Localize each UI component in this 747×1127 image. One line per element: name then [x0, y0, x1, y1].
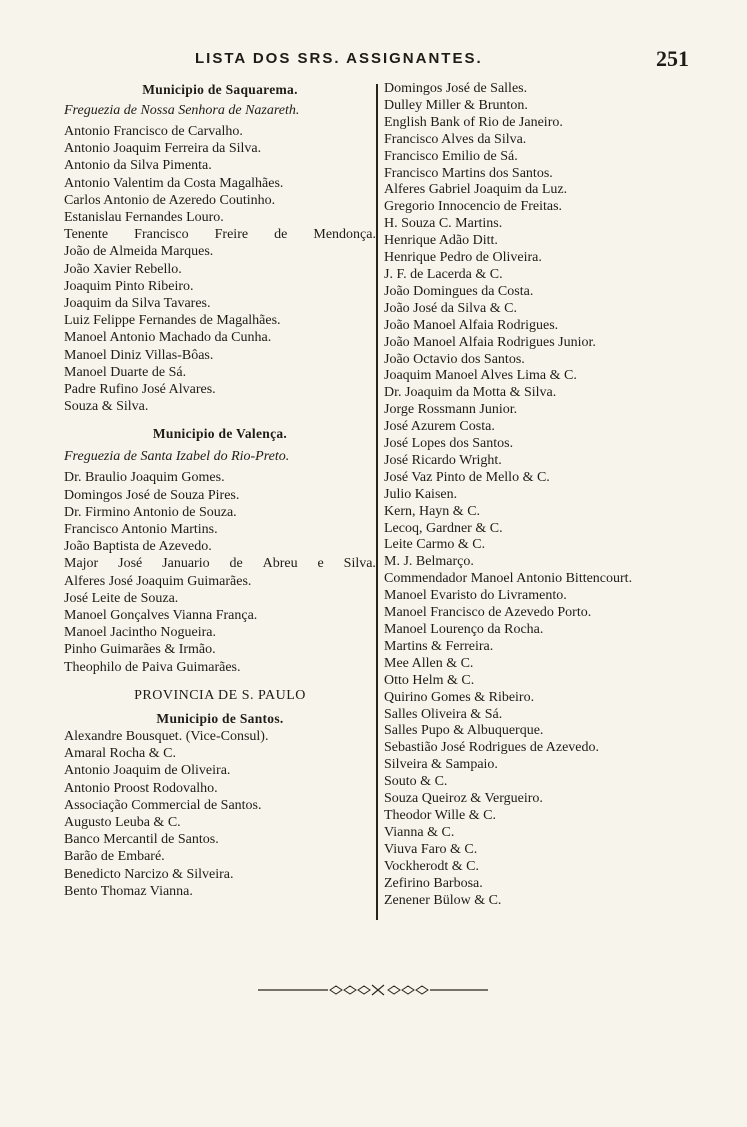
page-number: 251 — [656, 46, 689, 71]
subscriber-entry: Salles Pupo & Albuquerque. — [384, 723, 544, 739]
subscriber-entry: Manoel Gonçalves Vianna França. — [64, 608, 258, 624]
subscriber-entry: João Xavier Rebello. — [64, 261, 182, 277]
subscriber-entry: Bento Thomaz Vianna. — [64, 883, 193, 899]
subscriber-entry: Joaquim Pinto Ribeiro. — [64, 278, 194, 294]
subscriber-entry: João Manoel Alfaia Rodrigues. — [384, 317, 559, 333]
subscriber-entry: Manoel Diniz Villas-Bôas. — [64, 347, 214, 363]
left-column — [64, 81, 376, 900]
subscriber-entry: Souto & C. — [384, 774, 448, 790]
subscriber-list-saquarema — [64, 123, 376, 415]
subscriber-entry: Lecoq, Gardner & C. — [384, 520, 503, 536]
subscriber-entry: Dr. Joaquim da Motta & Silva. — [384, 385, 557, 401]
subscriber-entry: Joaquim da Silva Tavares. — [64, 296, 211, 312]
subscriber-entry: Sebastião José Rodrigues de Azevedo. — [384, 740, 600, 756]
subscriber-entry: Julio Kaisen. — [384, 486, 458, 502]
subscriber-entry: Martins & Ferreira. — [384, 638, 494, 654]
subscriber-entry: Francisco Emilio de Sá. — [384, 148, 518, 164]
subscriber-entry: Vockherodt & C. — [384, 858, 480, 874]
subscriber-entry: J. F. de Lacerda & C. — [384, 266, 503, 282]
subscriber-entry: Carlos Antonio de Azeredo Coutinho. — [64, 192, 276, 208]
subscriber-entry: Dulley Miller & Brunton. — [384, 97, 528, 113]
subscriber-entry: Manoel Duarte de Sá. — [64, 364, 187, 380]
subscriber-entry: João Domingues da Costa. — [384, 283, 534, 299]
subscriber-entry: Luiz Felippe Fernandes de Magalhães. — [64, 313, 281, 329]
subscriber-entry: José Azurem Costa. — [384, 419, 495, 435]
subscriber-entry: Francisco Antonio Martins. — [64, 522, 218, 538]
subscriber-entry: Pinho Guimarães & Irmão. — [64, 642, 216, 658]
subscriber-entry: Leite Carmo & C. — [384, 537, 486, 553]
subscriber-entry: Banco Mercantil de Santos. — [64, 832, 219, 848]
subscriber-entry: Quirino Gomes & Ribeiro. — [384, 689, 535, 705]
subscriber-entry: Antonio Proost Rodovalho. — [64, 780, 218, 796]
running-head: LISTA DOS SRS. ASSIGNANTES. — [195, 50, 483, 67]
subscriber-entry: Francisco Martins dos Santos. — [384, 165, 553, 181]
subscriber-entry: Francisco Alves da Silva. — [384, 131, 527, 147]
subscriber-entry: Padre Rufino José Alvares. — [64, 382, 216, 398]
subscriber-entry: Silveira & Sampaio. — [384, 757, 498, 773]
subscriber-entry: Antonio da Silva Pimenta. — [64, 158, 212, 174]
subscriber-entry: Manoel Antonio Machado da Cunha. — [64, 330, 272, 346]
subscriber-entry: Viuva Faro & C. — [384, 841, 478, 857]
subscriber-entry: Souza Queiroz & Vergueiro. — [384, 791, 543, 807]
subscriber-entry: Manoel Evaristo do Livramento. — [384, 588, 567, 604]
subscriber-entry: Tenente Francisco Freire de Mendonça. — [64, 227, 376, 243]
subscriber-entry: Antonio Valentim da Costa Magalhães. — [64, 175, 284, 191]
column-divider — [376, 84, 378, 920]
subscriber-entry: Manoel Francisco de Azevedo Porto. — [384, 605, 592, 621]
subscriber-entry: Vianna & C. — [384, 824, 455, 840]
subscriber-entry: Amaral Rocha & C. — [64, 746, 176, 762]
subscriber-entry: Zenener Bülow & C. — [384, 892, 502, 908]
subscriber-entry: Theodor Wille & C. — [384, 807, 496, 823]
subscriber-entry: Dr. Firmino Antonio de Souza. — [64, 504, 237, 520]
subscriber-entry: Zefirino Barbosa. — [384, 875, 483, 891]
parish-heading-rio-preto: Freguezia de Santa Izabel do Rio-Preto. — [64, 449, 290, 465]
subscriber-entry: João de Almeida Marques. — [64, 244, 214, 260]
subscriber-entry: Kern, Hayn & C. — [384, 503, 481, 519]
subscriber-entry: Augusto Leuba & C. — [64, 814, 181, 830]
subscriber-entry: João Manoel Alfaia Rodrigues Junior. — [384, 334, 596, 350]
subscriber-entry: João Octavio dos Santos. — [384, 351, 525, 367]
subscriber-entry: Jorge Rossmann Junior. — [384, 402, 518, 418]
subscriber-entry: Henrique Adão Ditt. — [384, 233, 498, 249]
subscriber-entry: M. J. Belmarço. — [384, 554, 474, 570]
subscriber-entry: Manoel Lourenço da Rocha. — [384, 622, 544, 637]
subscriber-entry: Henrique Pedro de Oliveira. — [384, 250, 542, 266]
subscriber-entry: Gregorio Innocencio de Freitas. — [384, 199, 563, 215]
province-heading: PROVINCIA DE S. PAULO — [134, 687, 306, 703]
subscriber-entry: Theophilo de Paiva Guimarães. — [64, 659, 241, 675]
section-heading-valenca: Municipio de Valença. — [152, 426, 288, 442]
subscriber-entry: Alferes Gabriel Joaquim da Luz. — [384, 182, 568, 198]
subscriber-entry: Otto Helm & C. — [384, 672, 475, 688]
subscriber-entry: English Bank of Rio de Janeiro. — [384, 114, 563, 130]
subscriber-entry: Antonio Francisco de Carvalho. — [64, 124, 243, 139]
parish-heading-nazareth: Freguezia de Nossa Senhora de Nazareth. — [64, 103, 300, 118]
subscriber-entry: João José da Silva & C. — [384, 300, 517, 316]
subscriber-list-santos — [64, 728, 376, 900]
subscriber-entry: José Ricardo Wright. — [384, 452, 502, 468]
subscriber-entry: Salles Oliveira & Sá. — [384, 706, 503, 722]
subscriber-entry: Domingos José de Souza Pires. — [64, 487, 240, 503]
subscriber-entry: José Leite de Souza. — [64, 590, 179, 606]
subscriber-entry: Alferes José Joaquim Guimarães. — [64, 573, 252, 589]
subscriber-entry: João Baptista de Azevedo. — [64, 539, 212, 555]
subscriber-entry: H. Souza C. Martins. — [384, 216, 503, 232]
subscriber-entry: Antonio Joaquim de Oliveira. — [64, 763, 231, 779]
subscriber-entry: Manoel Jacintho Nogueira. — [64, 625, 217, 641]
subscriber-list-valenca — [64, 469, 376, 675]
subscriber-entry: Major José Januario de Abreu e Silva. — [64, 556, 376, 572]
subscriber-entry: Antonio Joaquim Ferreira da Silva. — [64, 141, 262, 157]
subscriber-entry: Alexandre Bousquet. (Vice-Consul). — [64, 728, 269, 744]
section-heading-santos: Municipio de Santos. — [156, 710, 284, 726]
subscriber-entry: Mee Allen & C. — [384, 655, 474, 671]
subscriber-entry: Barão de Embaré. — [64, 849, 165, 865]
section-heading-saquarema: Municipio de Saquarema. — [142, 82, 298, 97]
subscriber-entry: José Lopes dos Santos. — [384, 436, 514, 452]
subscriber-entry: Dr. Braulio Joaquim Gomes. — [64, 470, 225, 486]
subscriber-entry: José Vaz Pinto de Mello & C. — [384, 469, 550, 485]
subscriber-entry: Domingos José de Salles. — [384, 81, 528, 96]
right-column — [380, 81, 700, 909]
subscriber-entry: Souza & Silva. — [64, 399, 149, 415]
subscriber-entry: Associação Commercial de Santos. — [64, 797, 262, 813]
tail-ornament — [258, 983, 488, 997]
subscriber-entry: Benedicto Narcizo & Silveira. — [64, 866, 234, 882]
subscriber-list-santos-continued — [380, 81, 700, 909]
subscriber-entry: Commendador Manoel Antonio Bittencourt. — [384, 571, 633, 587]
subscriber-entry: Estanislau Fernandes Louro. — [64, 210, 224, 226]
subscriber-entry: Joaquim Manoel Alves Lima & C. — [384, 368, 577, 384]
